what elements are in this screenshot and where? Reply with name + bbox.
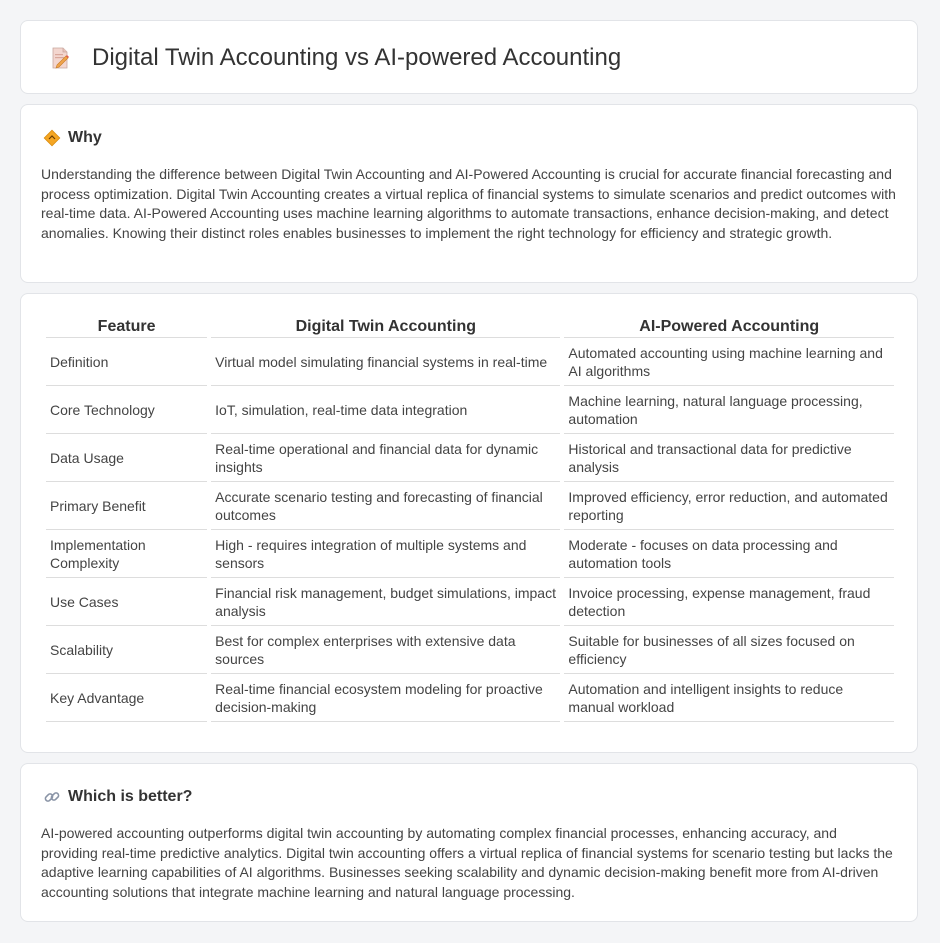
document-edit-icon — [48, 46, 72, 70]
why-heading: Why — [68, 129, 102, 146]
table-row — [46, 530, 894, 578]
comparison-table-card — [20, 293, 918, 753]
why-section — [20, 104, 918, 283]
link-icon — [43, 788, 61, 806]
digital-twin-cell: Best for complex enterprises with extensive data sources — [211, 626, 560, 674]
title-card — [20, 20, 918, 94]
digital-twin-cell: Financial risk management, budget simulations, impact analysis — [211, 578, 560, 626]
ai-powered-cell: Improved efficiency, error reduction, and automated reporting — [564, 482, 894, 530]
digital-twin-cell: Accurate scenario testing and forecasting of financial outcomes — [211, 482, 560, 530]
digital-twin-cell: Real-time operational and financial data for dynamic insights — [211, 434, 560, 482]
digital-twin-cell: High - requires integration of multiple systems and sensors — [211, 530, 560, 578]
better-text: AI-powered accounting outperforms digital twin accounting by automating complex financial processes, enhancing accuracy, and providing real-time predictive analytics. Digital twin accounting offers a virtual replica of financial systems for scenario testing but lacks the adaptive learning capabilities of AI algorithms. Businesses seeking scalability and dynamic decision-making benefit more from AI-driven accounting solutions that integrate machine learning and natural language processing. — [41, 825, 893, 900]
feature-cell: Data Usage — [46, 434, 207, 482]
table-row — [46, 338, 894, 386]
table-header-row — [46, 316, 894, 338]
column-header: Feature — [46, 316, 207, 338]
table-row — [46, 674, 894, 722]
why-text: Understanding the difference between Digital Twin Accounting and AI-Powered Accounting is crucial for accurate financial forecasting and process optimization. Digital Twin Accounting creates a virtual replica of financial systems to simulate scenarios and predict outcomes with real-time data. AI-Powered Accounting uses machine learning algorithms to automate transactions, enhance decision-making, and detect anomalies. Knowing their distinct roles enables businesses to implement the right technology for efficiency and strategic growth. — [41, 166, 896, 241]
better-heading: Which is better? — [68, 788, 193, 805]
ai-powered-cell: Invoice processing, expense management, fraud detection — [564, 578, 894, 626]
column-header: AI-Powered Accounting — [564, 316, 894, 338]
digital-twin-cell: Real-time financial ecosystem modeling for proactive decision-making — [211, 674, 560, 722]
page-title: Digital Twin Accounting vs AI-powered Accounting — [92, 44, 622, 71]
feature-cell: Use Cases — [46, 578, 207, 626]
ai-powered-cell: Historical and transactional data for predictive analysis — [564, 434, 894, 482]
table-row — [46, 434, 894, 482]
digital-twin-cell: Virtual model simulating financial systems in real-time — [211, 338, 560, 386]
diamond-sign-icon — [43, 129, 61, 147]
feature-cell: Core Technology — [46, 386, 207, 434]
better-heading-row — [43, 786, 192, 808]
table-row — [46, 626, 894, 674]
feature-cell: Definition — [46, 338, 207, 386]
feature-cell: Implementation Complexity — [46, 530, 207, 578]
comparison-table — [42, 316, 898, 722]
table-row — [46, 482, 894, 530]
why-heading-row — [43, 127, 102, 149]
ai-powered-cell: Suitable for businesses of all sizes focused on efficiency — [564, 626, 894, 674]
table-row — [46, 386, 894, 434]
feature-cell: Primary Benefit — [46, 482, 207, 530]
digital-twin-cell: IoT, simulation, real-time data integration — [211, 386, 560, 434]
which-is-better-section — [20, 763, 918, 922]
ai-powered-cell: Machine learning, natural language processing, automation — [564, 386, 894, 434]
ai-powered-cell: Automation and intelligent insights to reduce manual workload — [564, 674, 894, 722]
column-header: Digital Twin Accounting — [211, 316, 560, 338]
ai-powered-cell: Moderate - focuses on data processing and automation tools — [564, 530, 894, 578]
table-row — [46, 578, 894, 626]
ai-powered-cell: Automated accounting using machine learning and AI algorithms — [564, 338, 894, 386]
feature-cell: Scalability — [46, 626, 207, 674]
feature-cell: Key Advantage — [46, 674, 207, 722]
